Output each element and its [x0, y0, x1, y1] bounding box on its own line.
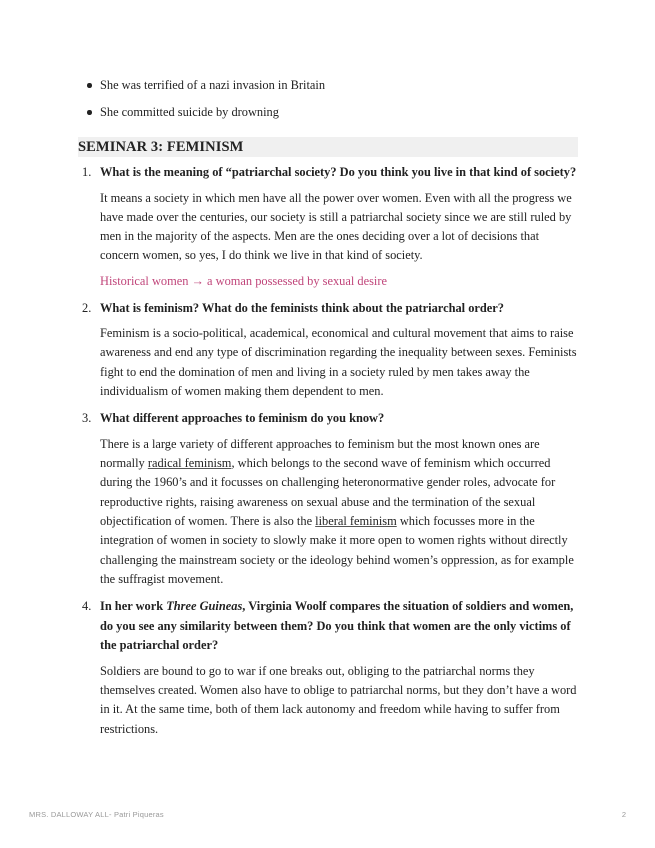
bullet-item: She committed suicide by drowning [78, 103, 578, 122]
answer-segment: which focusses more in the integration of women in society to slowly make it more open to women rights without directly challenging the mainstream society or the ideology behind women’s oppression, as for example the suffragist movement. [100, 514, 574, 586]
section-heading: SEMINAR 3: FEMINISM [78, 137, 578, 157]
annotation-note: Historical women → a woman possessed by sexual desire [100, 273, 387, 288]
question-segment: In her work [100, 599, 167, 614]
answer-text: Soldiers are bound to go to war if one breaks out, obliging to the patriarchal norms they themselves created. Women also have to oblige to patriarchal norms, but they don’t have a word in it. At the same time, both of them lack autonomy and freedom while having to suffer from restrictions. [100, 663, 577, 736]
question-number: 1. [82, 165, 92, 179]
answer-text: It means a society in which men have all the power over women. Even with all the progress we have made over the centuries, our society is still a patriarchal society since we are still ruled by men in the majority of the aspects. Men are the ones deciding over a lot of decisions that concern women, so yes, I do think we live in that kind of society. [100, 190, 572, 263]
question-item-3 [78, 409, 578, 589]
page-content [78, 76, 578, 747]
question-text [100, 597, 578, 656]
question-text: What is the meaning of “patriarchal society? Do you think you live in that kind of society? [100, 165, 577, 179]
bullet-item: She was terrified of a nazi invasion in Britain [78, 76, 578, 95]
question-number: 4. [82, 599, 92, 614]
question-item-1 [78, 163, 578, 291]
link-radical-feminism[interactable]: radical feminism [147, 456, 232, 471]
question-item-2 [78, 299, 578, 402]
answer-segment: There is a large variety of different approaches to feminism but the most known ones are normally [100, 436, 540, 471]
page-number: 2 [621, 810, 626, 819]
question-item-4 [78, 597, 578, 739]
answer-text: Feminism is a socio-political, academical, economical and cultural movement that aims to raise awareness and end any type of discrimination regarding the inequality between sexes. Feminists fight to end the domination of men and living in a society ruled by men takes away the individualism of women making them dependent to men. [100, 326, 577, 399]
question-list [78, 163, 578, 739]
link-liberal-feminism[interactable]: liberal feminism [315, 514, 397, 529]
book-title: Three Guineas [166, 599, 243, 614]
question-number: 3. [82, 411, 92, 426]
answer-text [100, 435, 578, 589]
bullet-list [78, 76, 578, 122]
question-text: What different approaches to feminism do you know? [100, 411, 385, 426]
answer-segment: , which belongs to the second wave of feminism which occurred during the 1960’s and it focusses on challenging heteronormative gender roles, advocate for reproductive rights, raising awareness on sexual abuse and the termination of the sexual objectification of women. There is also the [100, 456, 556, 529]
question-segment: , Virginia Woolf compares the situation of soldiers and women, do you see any similarity between them? Do you think that women are the only victims of the patriarchal order? [100, 599, 574, 653]
question-text: What is feminism? What do the feminists think about the patriarchal order? [100, 300, 504, 315]
footer-title: MRS. DALLOWAY ALL- Patri Piqueras [29, 810, 164, 819]
question-number: 2. [82, 300, 92, 315]
